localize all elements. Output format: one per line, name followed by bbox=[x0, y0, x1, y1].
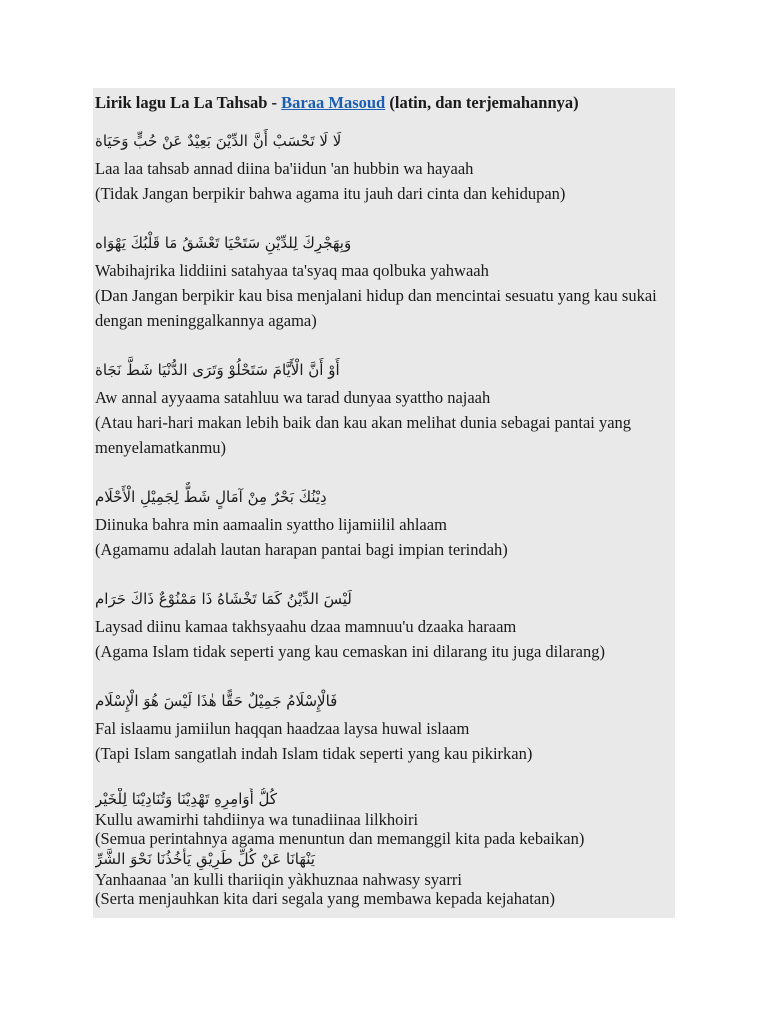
latin-line: Fal islaamu jamiilun haqqan haadzaa laysa huwal islaam bbox=[95, 719, 470, 738]
latin-line: Diinuka bahra min aamaalin syattho lijamiilil ahlaam bbox=[95, 515, 447, 534]
latin-line: Yanhaanaa 'an kulli thariiqin yàkhuznaa nahwasy syarri bbox=[95, 870, 462, 889]
title-suffix: (latin, dan terjemahannya) bbox=[385, 93, 579, 112]
translation-line: (Tapi Islam sangatlah indah Islam tidak seperti yang kau pikirkan) bbox=[95, 744, 533, 763]
arabic-line: فَالْإِسْلَامُ جَمِيْلٌ حَقًّا هٰذَا لَيْسَ هُوَ الْإِسْلَام bbox=[95, 692, 338, 710]
arabic-line: لَا لَا تَحْسَبْ أَنَّ الدِّيْنَ بَعِيْدٌ عَنْ حُبٍّ وَحَيَاة bbox=[95, 132, 342, 150]
page-title bbox=[95, 92, 667, 114]
translation-line: (Agama Islam tidak seperti yang kau cemaskan ini dilarang itu juga dilarang) bbox=[95, 642, 605, 661]
latin-line: Aw annal ayyaama satahluu wa tarad dunyaa syattho najaah bbox=[95, 388, 491, 407]
arabic-line: كُلُّ أَوَامِرِهِ تَهْدِيْنَا وَتُنَادِيْنَا لِلْخَيْر bbox=[95, 790, 278, 808]
translation-line: (Tidak Jangan berpikir bahwa agama itu jauh dari cinta dan kehidupan) bbox=[95, 184, 566, 203]
verse-8 bbox=[95, 848, 667, 908]
translation-line: (Semua perintahnya agama menuntun dan memanggil kita pada kebaikan) bbox=[95, 829, 585, 848]
verse-1 bbox=[95, 126, 667, 206]
latin-line: Kullu awamirhi tahdiinya wa tunadiinaa lilkhoiri bbox=[95, 810, 419, 829]
document-page bbox=[93, 88, 675, 918]
arabic-line: يَنْهَانَا عَنْ كُلِّ طَرِيْقٍ يَأْخُذُنَا نَحْوَ الشَّرِّ bbox=[95, 850, 315, 868]
title-prefix: Lirik lagu La La Tahsab - bbox=[95, 93, 282, 112]
latin-line: Laa laa tahsab annad diina ba'iidun 'an hubbin wa hayaah bbox=[95, 159, 474, 178]
artist-link[interactable]: Baraa Masoud bbox=[281, 93, 386, 112]
verse-2 bbox=[95, 228, 667, 333]
verse-7 bbox=[95, 788, 667, 848]
arabic-line: دِيْنُكَ بَحْرٌ مِنْ آمَالٍ شَطٌّ لِجَمِيْلِ الْأَحْلَام bbox=[95, 488, 327, 506]
arabic-line: أَوْ أَنَّ الْأَيَّامَ سَتَحْلُوْ وَتَرَى الدُّنْيَا شَطَّ نَجَاة bbox=[95, 361, 340, 379]
verse-5 bbox=[95, 584, 667, 664]
translation-line: (Agamamu adalah lautan harapan pantai bagi impian terindah) bbox=[95, 540, 508, 559]
arabic-line: وَبِهَجْرِكَ لِلدِّيْنِ سَتَحْيَا تَعْشَقُ مَا قَلْبُكَ يَهْوَاه bbox=[95, 234, 352, 252]
verse-4 bbox=[95, 482, 667, 562]
latin-line: Laysad diinu kamaa takhsyaahu dzaa mamnuu'u dzaaka haraam bbox=[95, 617, 517, 636]
verse-3 bbox=[95, 355, 667, 460]
translation-line: (Dan Jangan berpikir kau bisa menjalani hidup dan mencintai sesuatu yang kau sukai dengan meninggalkannya agama) bbox=[95, 286, 657, 330]
translation-line: (Atau hari-hari makan lebih baik dan kau akan melihat dunia sebagai pantai yang menyelamatkanmu) bbox=[95, 413, 632, 457]
latin-line: Wabihajrika liddiini satahyaa ta'syaq maa qolbuka yahwaah bbox=[95, 261, 489, 280]
verse-6 bbox=[95, 686, 667, 766]
arabic-line: لَيْسَ الدِّيْنُ كَمَا تَخْشَاهُ ذَا مَمْنُوْعٌ ذَاكَ حَرَام bbox=[95, 590, 352, 608]
translation-line: (Serta menjauhkan kita dari segala yang membawa kepada kejahatan) bbox=[95, 889, 555, 908]
